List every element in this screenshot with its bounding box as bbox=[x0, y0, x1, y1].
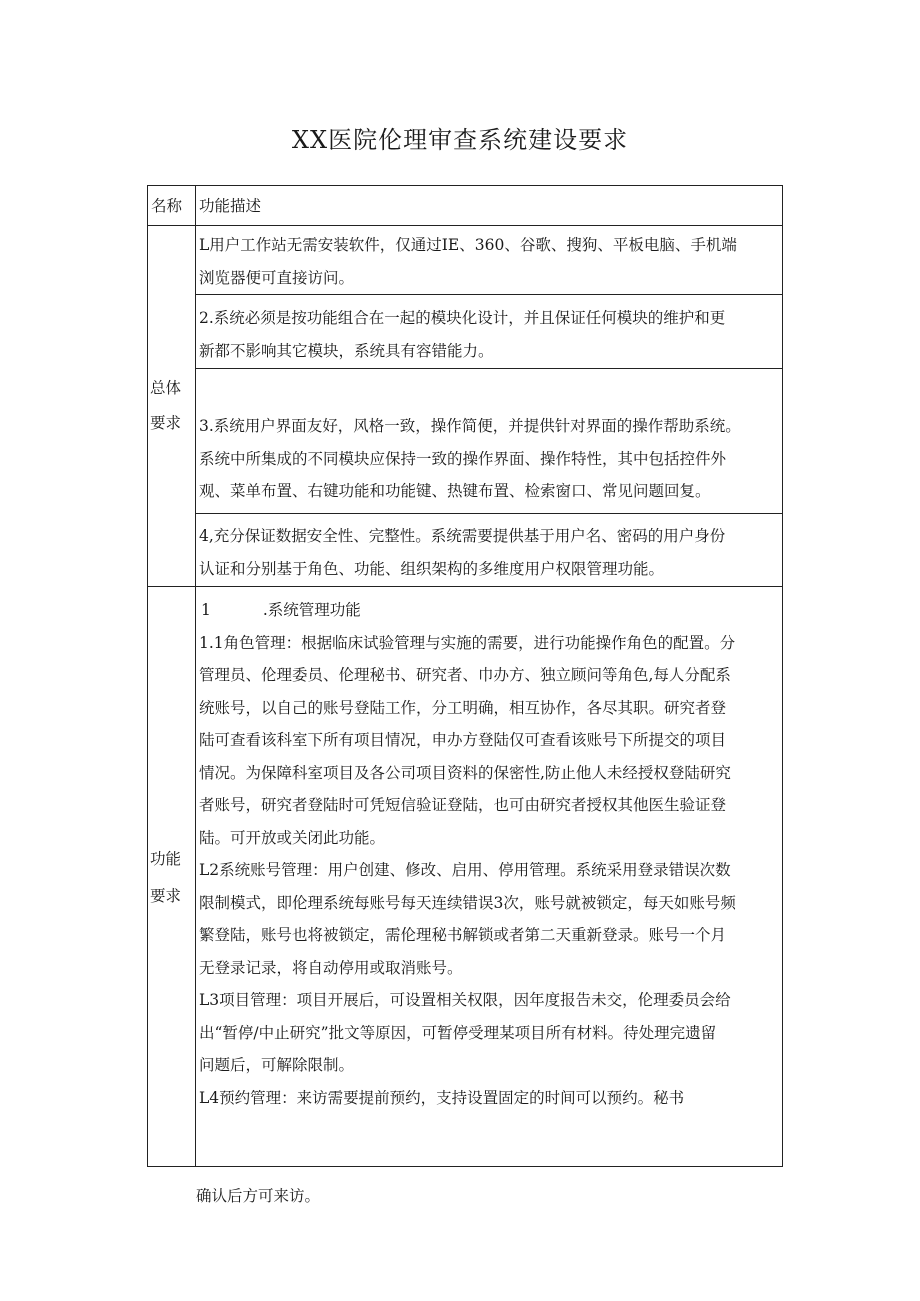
functional-line: L4预约管理：来访需要提前预约，支持设置固定的时间可以预约。秘书 bbox=[199, 1088, 685, 1107]
functional-line: 问题后，可解除限制。 bbox=[199, 1056, 355, 1074]
general-item-4-line-1: 4,充分保证数据安全性、完整性。系统需要提供基于用户名、密码的用户身份 bbox=[199, 527, 726, 545]
general-item-3 bbox=[199, 410, 741, 508]
general-item-2 bbox=[199, 302, 725, 367]
general-item-4 bbox=[199, 520, 725, 585]
general-item-1-line-2: 浏览器便可直接访问。 bbox=[199, 268, 355, 287]
functional-content bbox=[199, 594, 736, 1114]
general-item-3-line-3: 观、菜单布置、右键功能和功能键、热键布置、检索窗口、常见问题回复。 bbox=[199, 482, 711, 500]
functional-line: 陆。可开放或关闭此功能。 bbox=[199, 828, 386, 847]
header-desc: 功能描述 bbox=[199, 197, 262, 215]
functional-label-1: 功能 bbox=[150, 850, 182, 868]
functional-line: 者账号，研究者登陆时可凭短信验证登陆，也可由研究者授权其他医生验证登 bbox=[199, 796, 727, 814]
functional-line: 统账号，以自己的账号登陆工作，分工明确，相互协作，各尽其职。研究者登 bbox=[199, 698, 727, 717]
functional-line: 限制模式，即伦理系统每账号每天连续错误3次，账号就被锁定，每天如账号频 bbox=[199, 893, 736, 912]
functional-line: L3项目管理：项目开展后，可设置相关权限，因年度报告未交，伦理委员会给 bbox=[199, 991, 731, 1009]
document-title: XX医院伦理审查系统建设要求 bbox=[291, 126, 629, 154]
functional-line: 情况。为保障科室项目及各公司项目资料的保密性,防止他人未经授权登陆研究 bbox=[199, 763, 731, 782]
functional-line: 陆可查看该科室下所有项目情况，申办方登陆仅可查看该账号下所提交的项目 bbox=[199, 731, 727, 749]
general-item-1-line-1: L用户工作站无需安装软件，仅通过IE、360、谷歌、搜狗、平板电脑、手机端 bbox=[199, 236, 737, 254]
general-label-1: 总体 bbox=[150, 379, 182, 397]
functional-line: 管理员、伦理委员、伦理秘书、研究者、巾办方、独立顾问等角色,每人分配系 bbox=[199, 666, 731, 684]
header-name: 名称 bbox=[151, 197, 183, 215]
general-item-3-line-1: 3.系统用户界面友好，风格一致，操作简便，并提供针对界面的操作帮助系统。 bbox=[199, 417, 741, 435]
general-item-2-line-2: 新都不影响其它模块，系统具有容错能力。 bbox=[199, 341, 494, 360]
general-item-4-line-2: 认证和分别基于角色、功能、组织架构的多维度用户权限管理功能。 bbox=[199, 559, 665, 578]
general-item-1 bbox=[199, 229, 737, 294]
general-item-3-line-2: 系统中所集成的不同模块应保持一致的操作界面、操作特性，其中包括控件外 bbox=[199, 449, 727, 468]
after-table-text: 确认后方可来访。 bbox=[196, 1187, 321, 1205]
functional-line: 无登录记录，将自动停用或取消账号。 bbox=[199, 958, 463, 977]
functional-label-2: 要求 bbox=[150, 887, 182, 905]
general-label-2: 要求 bbox=[150, 414, 182, 432]
functional-line: 1.1角色管理：根据临床试验管理与实施的需要，进行功能操作角色的配置。分 bbox=[199, 633, 736, 652]
functional-heading-number: 1 bbox=[201, 601, 211, 619]
functional-heading-text: .系统管理功能 bbox=[262, 601, 361, 619]
functional-line: L2系统账号管理：用户创建、修改、启用、停用管理。系统采用登录错误次数 bbox=[199, 861, 731, 879]
functional-heading bbox=[199, 594, 736, 627]
functional-line: 繁登陆，账号也将被锁定，需伦理秘书解锁或者第二天重新登录。账号一个月 bbox=[199, 926, 727, 944]
functional-line: 出“暂停/中止研究”批文等原因，可暂停受理某项目所有材料。待处理完遗留 bbox=[199, 1023, 717, 1042]
general-item-2-line-1: 2.系统必须是按功能组合在一起的模块化设计，并且保证任何模块的维护和更 bbox=[199, 309, 726, 327]
